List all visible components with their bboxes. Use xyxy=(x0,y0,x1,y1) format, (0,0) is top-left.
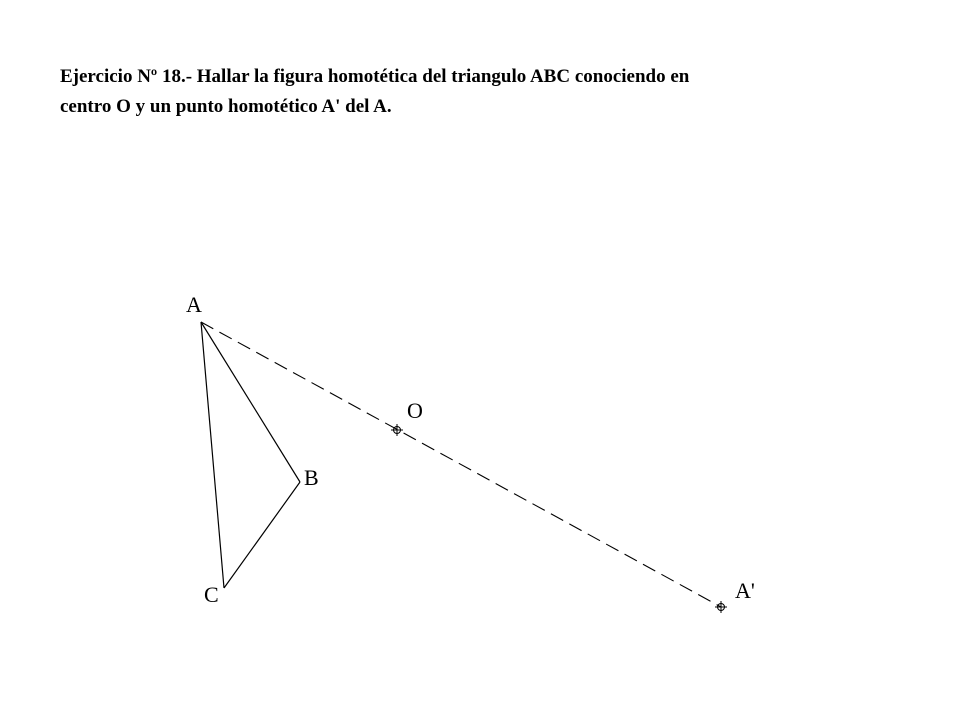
label-b: B xyxy=(304,465,319,490)
side-bc xyxy=(224,482,300,588)
triangle-abc xyxy=(201,322,300,588)
side-ca xyxy=(201,322,224,588)
point-a-prime-marker xyxy=(715,601,727,613)
label-c: C xyxy=(204,582,219,607)
exercise-statement-line-1: Ejercicio Nº 18.- Hallar la figura homotética del triangulo ABC conociendo en xyxy=(60,66,690,87)
label-a: A xyxy=(186,292,202,317)
exercise-statement-line-2: centro O y un punto homotético A' del A. xyxy=(60,96,392,117)
label-a-prime: A' xyxy=(735,578,755,603)
side-ab xyxy=(201,322,300,482)
center-o-marker xyxy=(391,424,403,436)
homothety-ray xyxy=(201,322,721,607)
label-o: O xyxy=(407,398,423,423)
